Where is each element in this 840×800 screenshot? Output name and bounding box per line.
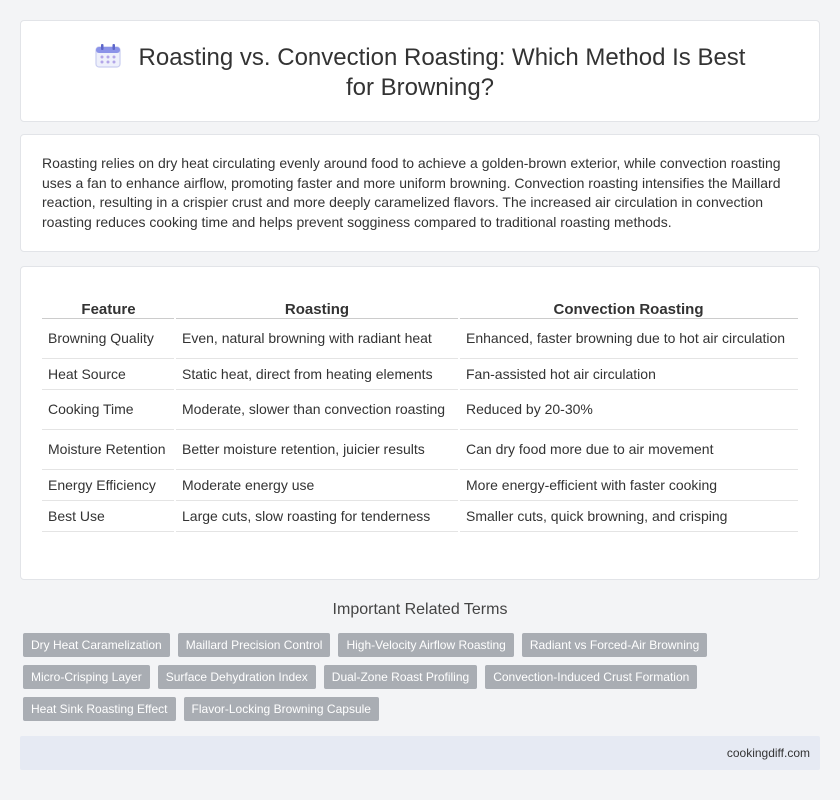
table-row xyxy=(42,429,798,469)
footer-site-link[interactable]: cookingdiff.com xyxy=(726,746,810,760)
calendar-icon xyxy=(95,44,121,68)
related-term-tag[interactable]: Convection-Induced Crust Formation xyxy=(485,665,697,689)
cell-convection: Fan-assisted hot air circulation xyxy=(459,358,798,389)
cell-roasting: Static heat, direct from heating elements xyxy=(175,358,459,389)
cell-roasting: Better moisture retention, juicier results xyxy=(175,429,459,469)
header-convection: Convection Roasting xyxy=(459,295,798,318)
cell-feature: Browning Quality xyxy=(42,318,175,358)
cell-feature: Best Use xyxy=(42,500,175,531)
tag-row xyxy=(23,633,723,657)
cell-feature: Energy Efficiency xyxy=(42,469,175,500)
table-header-row xyxy=(42,295,798,318)
title-wrap xyxy=(81,43,759,103)
cell-roasting: Moderate, slower than convection roasting xyxy=(175,389,459,429)
related-term-tag[interactable]: High-Velocity Airflow Roasting xyxy=(338,633,513,657)
related-term-tag[interactable]: Dry Heat Caramelization xyxy=(23,633,170,657)
cell-feature: Cooking Time xyxy=(42,389,175,429)
cell-convection: Reduced by 20-30% xyxy=(459,389,798,429)
footer xyxy=(20,736,820,770)
related-terms-tags xyxy=(23,633,723,729)
header-feature: Feature xyxy=(42,295,175,318)
related-term-tag[interactable]: Heat Sink Roasting Effect xyxy=(23,697,176,721)
tag-row xyxy=(23,697,723,721)
intro-text: Roasting relies on dry heat circulating evenly around food to achieve a golden-brown exterior, while convection roasting uses a fan to enhance airflow, promoting faster and more uniform browning. Convection roasting intensifies the Maillard reaction, resulting in a crispier crust and more deeply caramelized flavors. The increased air circulation in convection roasting reduces cooking time and helps prevent sogginess compared to traditional roasting methods. xyxy=(42,155,781,230)
intro-card xyxy=(20,134,820,252)
cell-feature: Moisture Retention xyxy=(42,429,175,469)
table-row xyxy=(42,469,798,500)
comparison-table-card xyxy=(20,266,820,580)
cell-convection: Can dry food more due to air movement xyxy=(459,429,798,469)
cell-convection: Smaller cuts, quick browning, and crisping xyxy=(459,500,798,531)
page-title-text: Roasting vs. Convection Roasting: Which Method Is Best for Browning? xyxy=(138,44,746,101)
related-terms-title: Important Related Terms xyxy=(332,601,508,618)
cell-roasting: Even, natural browning with radiant heat xyxy=(175,318,459,358)
related-term-tag[interactable]: Micro-Crisping Layer xyxy=(23,665,150,689)
table-row xyxy=(42,318,798,358)
table-row xyxy=(42,358,798,389)
related-term-tag[interactable]: Surface Dehydration Index xyxy=(158,665,316,689)
tag-row xyxy=(23,665,723,689)
comparison-table xyxy=(42,295,798,532)
table-row xyxy=(42,500,798,531)
related-term-tag[interactable]: Maillard Precision Control xyxy=(178,633,331,657)
header-card xyxy=(20,20,820,122)
related-term-tag[interactable]: Dual-Zone Roast Profiling xyxy=(324,665,477,689)
page-title xyxy=(81,43,759,103)
related-term-tag[interactable]: Flavor-Locking Browning Capsule xyxy=(184,697,379,721)
header-roasting: Roasting xyxy=(175,295,459,318)
cell-convection: More energy-efficient with faster cooking xyxy=(459,469,798,500)
cell-roasting: Moderate energy use xyxy=(175,469,459,500)
cell-feature: Heat Source xyxy=(42,358,175,389)
cell-roasting: Large cuts, slow roasting for tenderness xyxy=(175,500,459,531)
related-term-tag[interactable]: Radiant vs Forced-Air Browning xyxy=(522,633,707,657)
table-row xyxy=(42,389,798,429)
cell-convection: Enhanced, faster browning due to hot air circulation xyxy=(459,318,798,358)
